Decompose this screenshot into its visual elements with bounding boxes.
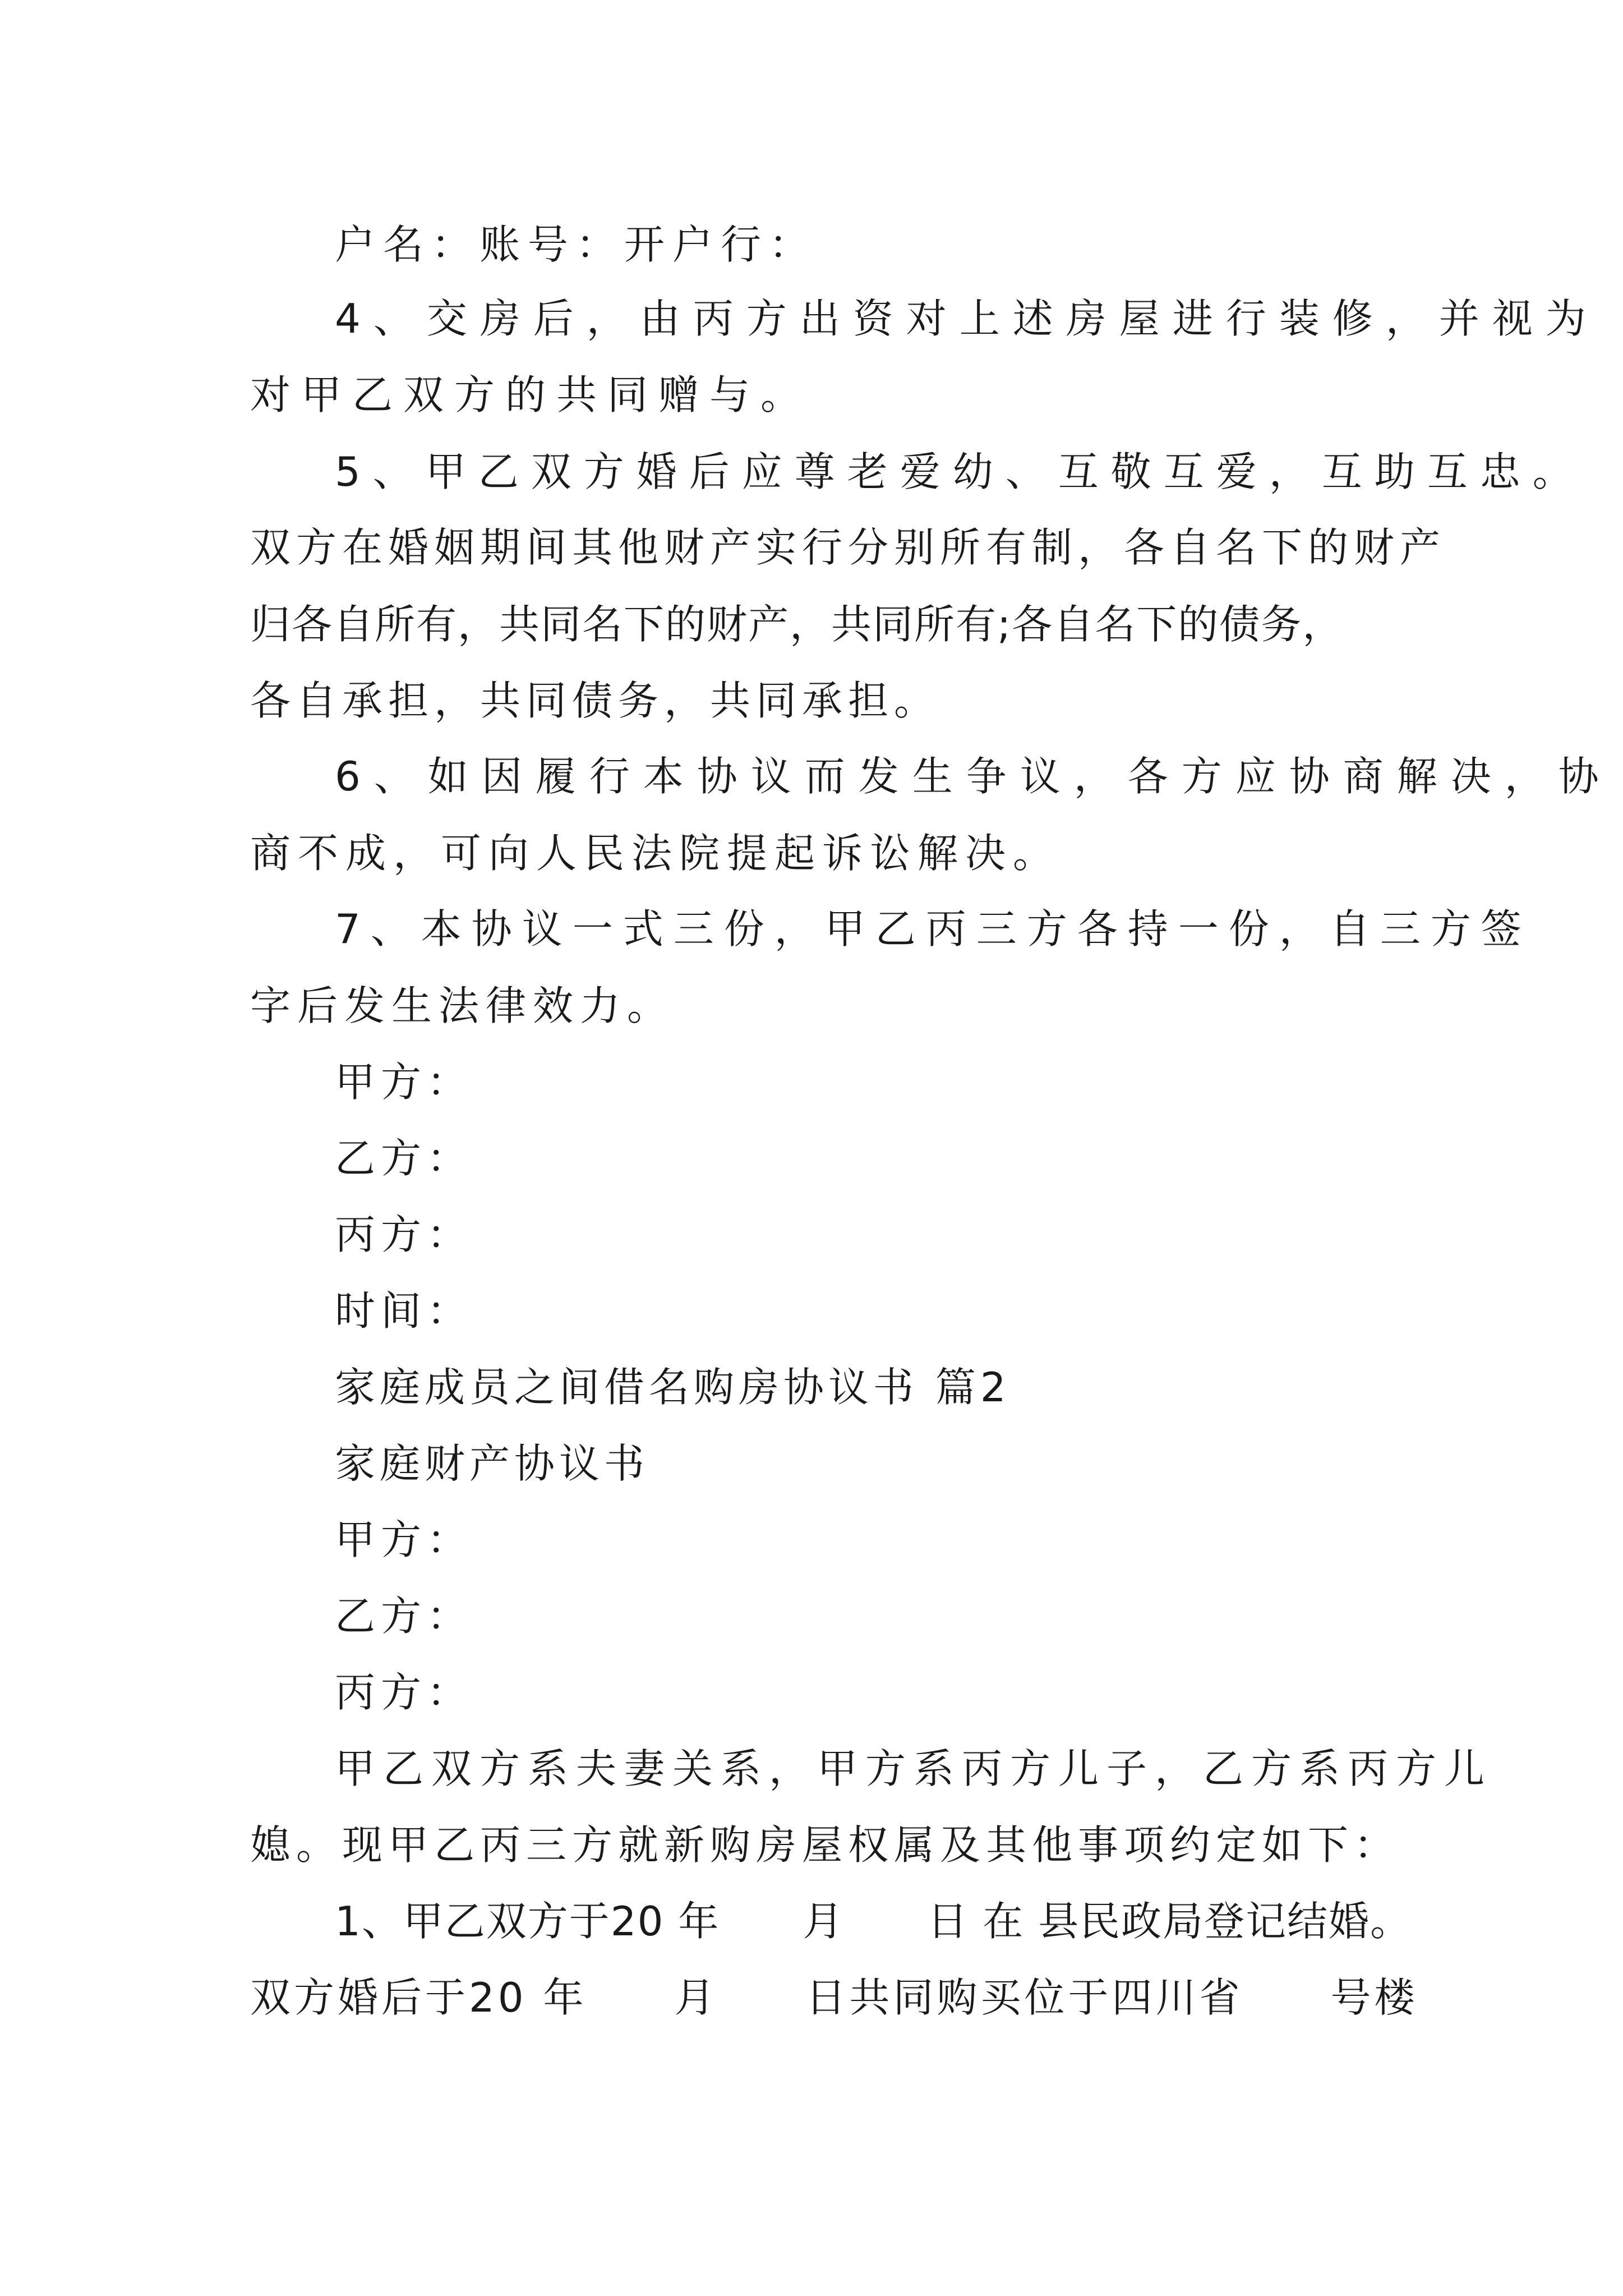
signature-label-party-b: 乙方： (335, 1135, 473, 1182)
text-line: 甲乙双方系夫妻关系，甲方系丙方儿子，乙方系丙方儿 (335, 1745, 1493, 1792)
text-line: 归各自所有，共同名下的财产，共同所有;各自名下的债务， (250, 601, 1344, 648)
signature-label-party-c: 丙方： (335, 1211, 473, 1258)
text-line: 双方婚后于20 年 月 日共同购买位于四川省 号楼 (250, 1974, 1418, 2021)
text-line: 各自承担，共同债务，共同承担。 (250, 677, 940, 724)
party-c-label: 丙方： (335, 1669, 473, 1716)
document-title: 家庭财产协议书 (335, 1440, 649, 1487)
text-line: 媳。现甲乙丙三方就新购房屋权属及其他事项约定如下： (250, 1821, 1400, 1869)
signature-label-party-a: 甲方： (335, 1059, 473, 1106)
text-line: 对甲乙双方的共同赠与。 (250, 371, 812, 418)
text-line: 7、本协议一式三份，甲乙丙三方各持一份，自三方签 (335, 905, 1532, 953)
text-line: 字后发生法律效力。 (250, 982, 675, 1029)
text-line: 户名：账号：开户行： (335, 221, 818, 268)
text-line: 1、甲乙双方于20 年 月 日 在 县民政局登记结婚。 (335, 1898, 1412, 1945)
signature-label-date: 时间： (335, 1287, 473, 1335)
text-line: 商不成，可向人民法院提起诉讼解决。 (250, 830, 1061, 877)
text-line: 5、甲乙双方婚后应尊老爱幼、互敬互爱，互助互忠。 (335, 448, 1585, 495)
text-line: 6、如因履行本协议而发生争议，各方应协商解决，协 (335, 753, 1612, 800)
party-b-label: 乙方： (335, 1593, 473, 1640)
text-line: 双方在婚姻期间其他财产实行分别所有制，各自名下的财产 (250, 524, 1446, 571)
text-line: 4、交房后，由丙方出资对上述房屋进行装修，并视为 (335, 295, 1599, 342)
section-heading: 家庭成员之间借名购房协议书 篇2 (335, 1364, 1011, 1411)
party-a-label: 甲方： (335, 1516, 473, 1563)
